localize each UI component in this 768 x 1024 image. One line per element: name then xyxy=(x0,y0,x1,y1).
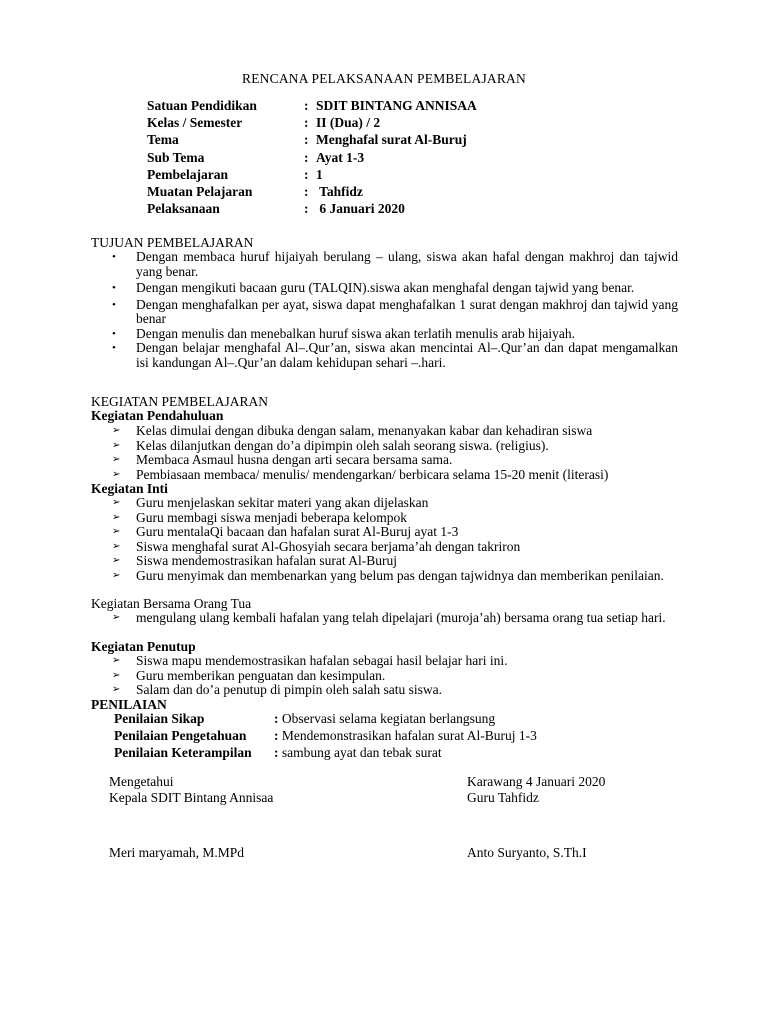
arrow-bullet-icon: ➢ xyxy=(112,612,121,623)
penilaian-value: Mendemonstrasikan hafalan surat Al-Buruj 1-3 xyxy=(278,728,537,743)
arrow-bullet-icon: ➢ xyxy=(112,511,121,523)
penutup-list xyxy=(112,654,678,698)
info-value: SDIT BINTANG ANNISAA xyxy=(316,98,477,113)
info-row: Muatan Pelajaran : Tahfidz xyxy=(147,183,363,199)
list-item: • Dengan mengikuti bacaan guru (TALQIN).siswa akan menghafal dengan tajwid yang benar. xyxy=(112,280,635,295)
penilaian-label: Penilaian Keterampilan xyxy=(114,745,252,760)
signature-right-line2: Guru Tahfidz xyxy=(467,790,539,805)
arrow-bullet-icon: ➢ xyxy=(112,526,121,537)
signature-right-name: Anto Suryanto, S.Th.I xyxy=(467,845,587,860)
info-label: Tema xyxy=(147,132,179,148)
bullet-icon: • xyxy=(112,342,116,354)
arrow-bullet-icon: ➢ xyxy=(112,439,121,451)
arrow-bullet-icon: ➢ xyxy=(112,425,121,436)
bersama-heading: Kegiatan Bersama Orang Tua xyxy=(91,596,252,611)
info-row: Tema : Menghafal surat Al-Buruj xyxy=(147,132,467,148)
info-value: 1 xyxy=(316,166,323,182)
list-item: • Dengan belajar menghafal Al–.Qur’an, siswa akan mencintai Al–.Qur’an dan dapat mengamalkan isi kandungan Al–.Qur’an dalam kehidupan sehari –.hari. xyxy=(112,340,678,370)
penilaian-label: Penilaian Pengetahuan xyxy=(114,728,247,743)
info-label: Muatan Pelajaran xyxy=(147,183,253,199)
info-row: Satuan Pendidikan : SDIT BINTANG ANNISAA xyxy=(147,98,477,113)
tujuan-list xyxy=(112,250,678,370)
list-item: ➢ Kelas dimulai dengan dibuka dengan salam, menanyakan kabar dan kehadiran siswa xyxy=(112,423,593,438)
list-item: ➢ Siswa mendemostrasikan hafalan surat Al-Buruj xyxy=(112,553,397,568)
arrow-bullet-icon: ➢ xyxy=(112,569,121,581)
arrow-bullet-icon: ➢ xyxy=(112,454,121,465)
signature-right xyxy=(467,774,605,806)
info-value: Menghafal surat Al-Buruj xyxy=(316,132,467,148)
list-item: ➢ Kelas dilanjutkan dengan do’a dipimpin oleh salah seorang siswa. (religius). xyxy=(112,437,549,453)
inti-heading: Kegiatan Inti xyxy=(91,481,168,496)
list-item: • Dengan menulis dan menebalkan huruf siswa akan terlatih menulis arab hijaiyah. xyxy=(112,325,575,341)
bullet-icon: • xyxy=(112,327,116,340)
list-item: ➢ Salam dan do’a penutup di pimpin oleh salah satu siswa. xyxy=(112,682,442,697)
list-item: ➢ Guru menyimak dan membenarkan yang belum pas dengan tajwidnya dan memberikan penilaian. xyxy=(112,567,664,583)
tujuan-heading: TUJUAN PEMBELAJARAN xyxy=(91,235,254,250)
bersama-list xyxy=(112,611,678,626)
list-item: ➢ Guru memberikan penguatan dan kesimpulan. xyxy=(112,667,386,683)
signature-left-line2: Kepala SDIT Bintang Annisaa xyxy=(109,790,274,805)
arrow-bullet-icon: ➢ xyxy=(112,669,121,681)
kegiatan-heading: KEGIATAN PEMBELAJARAN xyxy=(91,394,269,409)
info-label: Pelaksanaan xyxy=(147,201,220,217)
list-item: • Dengan menghafalkan per ayat, siswa dapat menghafalkan 1 surat dengan makhroj dan tajwid yang benar xyxy=(112,296,678,326)
info-label: Kelas / Semester xyxy=(147,115,243,131)
list-item: ➢ Siswa menghafal surat Al-Ghosyiah secara berjama’ah dengan takriron xyxy=(112,538,521,554)
penilaian-row: Penilaian Keterampilan : sambung ayat dan tebak surat xyxy=(114,745,442,760)
penilaian-label: Penilaian Sikap xyxy=(114,711,205,726)
penilaian-row: Penilaian Sikap : Observasi selama kegiatan berlangsung xyxy=(114,711,496,726)
info-label: Pembelajaran xyxy=(147,166,228,182)
arrow-bullet-icon: ➢ xyxy=(112,655,121,666)
list-item: • Dengan membaca huruf hijaiyah berulang – ulang, siswa akan hafal dengan makhroj dan tajwid yang benar. xyxy=(112,249,678,279)
info-label: Sub Tema xyxy=(147,149,205,165)
arrow-bullet-icon: ➢ xyxy=(112,555,121,566)
penilaian-heading: PENILAIAN xyxy=(91,697,167,712)
info-value: Tahfidz xyxy=(316,183,363,199)
bullet-icon: • xyxy=(112,298,116,311)
signature-left-line1: Mengetahui xyxy=(109,774,174,789)
pendahuluan-list xyxy=(112,424,678,482)
arrow-bullet-icon: ➢ xyxy=(112,540,121,552)
list-item: ➢ Pembiasaan membaca/ menulis/ mendengarkan/ berbicara selama 15-20 menit (literasi) xyxy=(112,466,609,482)
penilaian-value: Observasi selama kegiatan berlangsung xyxy=(278,711,496,726)
pendahuluan-heading: Kegiatan Pendahuluan xyxy=(91,408,224,423)
info-row: Pelaksanaan : 6 Januari 2020 xyxy=(147,201,405,217)
arrow-bullet-icon: ➢ xyxy=(112,468,121,480)
list-item: ➢ Guru menjelaskan sekitar materi yang akan dijelaskan xyxy=(112,495,429,510)
bullet-icon: • xyxy=(112,282,116,294)
list-item: ➢ Siswa mapu mendemostrasikan hafalan sebagai hasil belajar hari ini. xyxy=(112,653,508,668)
inti-list xyxy=(112,496,678,583)
info-row: Kelas / Semester : II (Dua) / 2 xyxy=(147,115,381,131)
info-value: II (Dua) / 2 xyxy=(316,115,381,131)
penilaian-value: sambung ayat dan tebak surat xyxy=(278,745,442,760)
arrow-bullet-icon: ➢ xyxy=(112,684,121,695)
signature-left xyxy=(109,774,273,806)
info-label: Satuan Pendidikan xyxy=(147,98,257,113)
bullet-icon: • xyxy=(112,251,116,263)
info-row: Pembelajaran : 1 xyxy=(147,166,323,182)
list-item: ➢ Guru membagi siswa menjadi beberapa kelompok xyxy=(112,509,408,525)
signature-left-name: Meri maryamah, M.MPd xyxy=(109,845,244,860)
list-item: ➢ Guru mentalaQi bacaan dan hafalan surat Al-Buruj ayat 1-3 xyxy=(112,524,459,539)
list-item: ➢ Membaca Asmaul husna dengan arti secara bersama sama. xyxy=(112,452,453,467)
arrow-bullet-icon: ➢ xyxy=(112,497,121,508)
info-value: Ayat 1-3 xyxy=(316,149,365,165)
identity-table xyxy=(147,97,477,217)
page-title: RENCANA PELAKSANAAN PEMBELAJARAN xyxy=(242,71,526,86)
penilaian-row: Penilaian Pengetahuan : Mendemonstrasikan hafalan surat Al-Buruj 1-3 xyxy=(114,728,537,743)
signature-right-line1: Karawang 4 Januari 2020 xyxy=(467,774,606,789)
info-value: 6 Januari 2020 xyxy=(316,201,405,217)
list-item: ➢ mengulang ulang kembali hafalan yang telah dipelajari (muroja’ah) bersama orang tua setiap hari. xyxy=(112,610,666,625)
penutup-heading: Kegiatan Penutup xyxy=(91,639,196,654)
info-row: Sub Tema : Ayat 1-3 xyxy=(147,149,365,165)
